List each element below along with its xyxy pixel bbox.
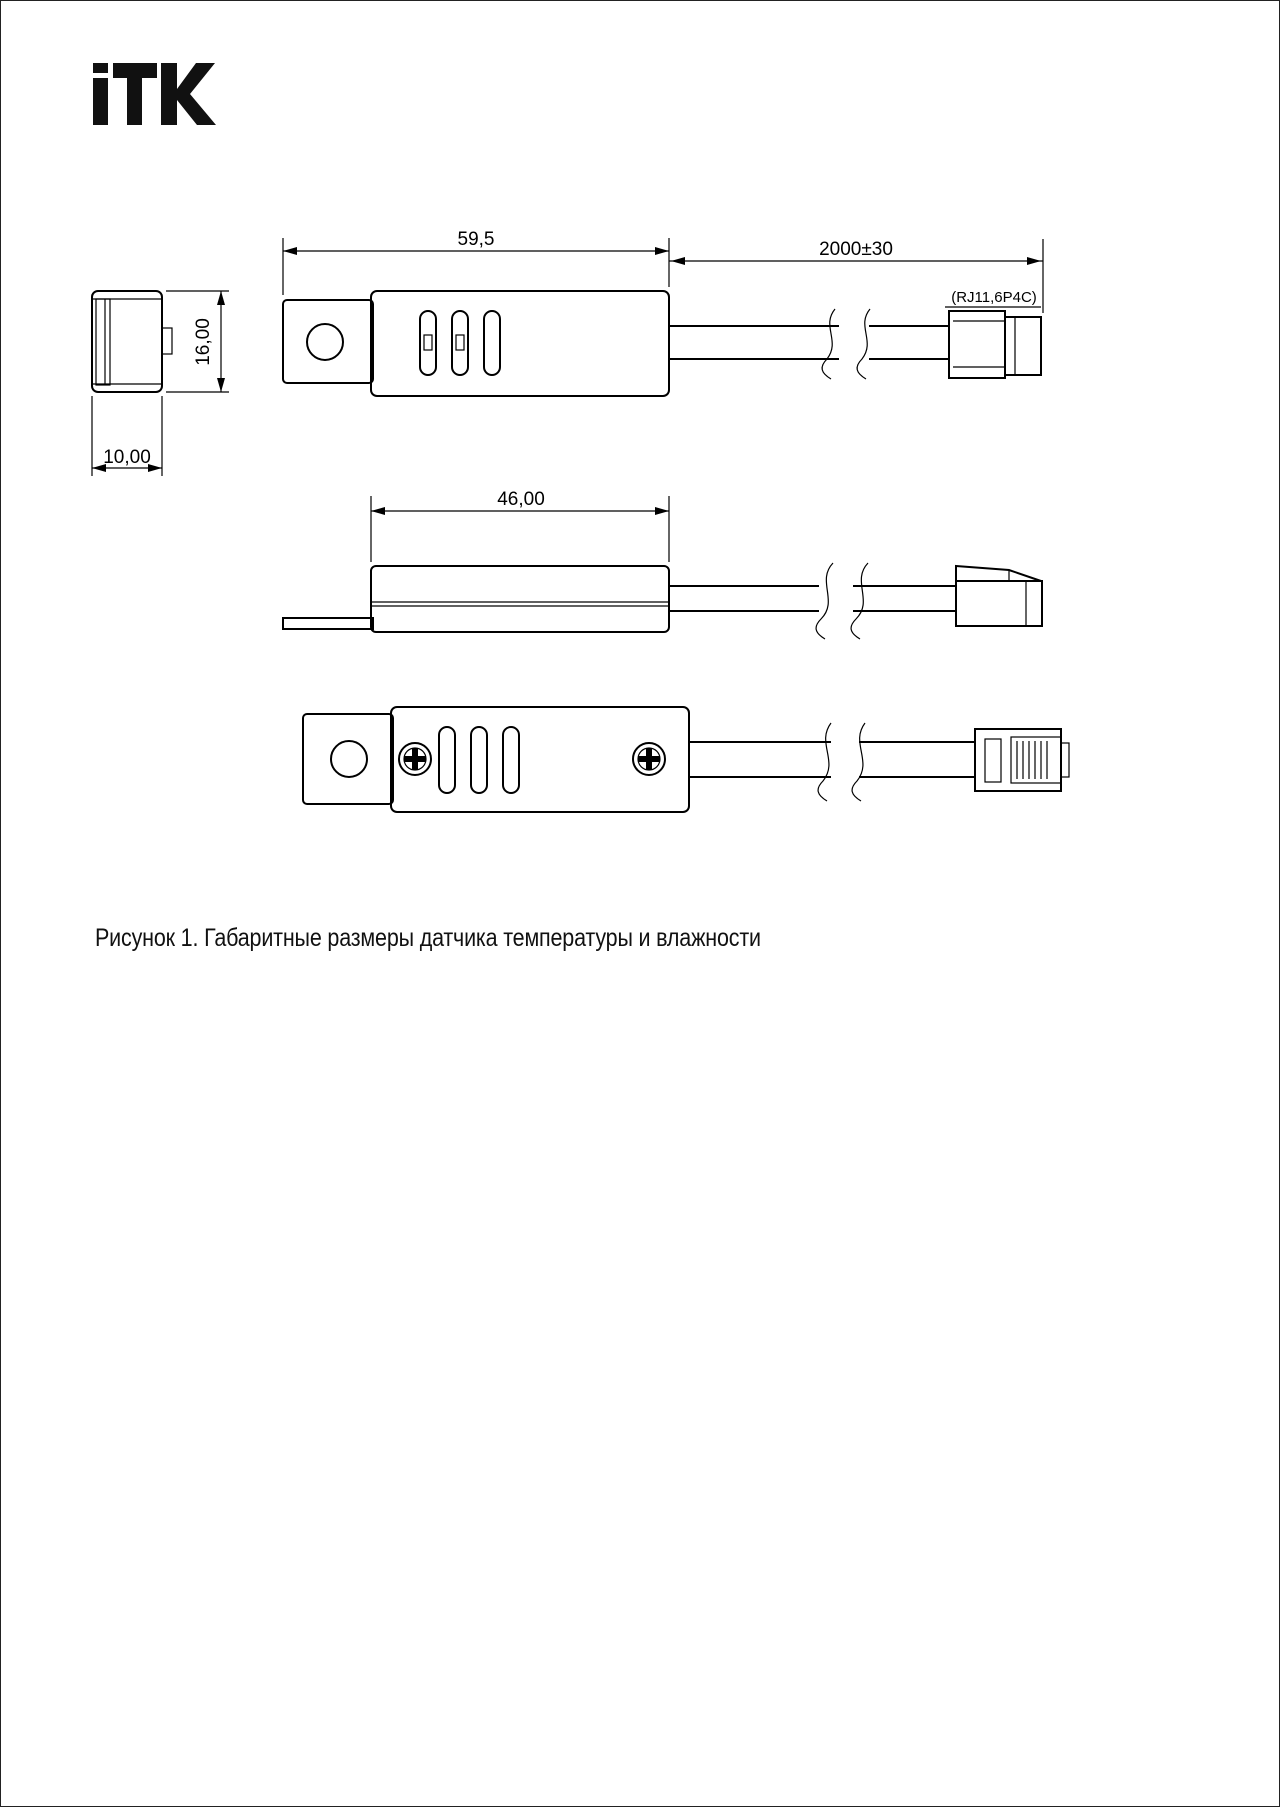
side-length-label: 46,00 — [497, 489, 545, 510]
width-dimension-label: 10,00 — [103, 447, 151, 468]
screw-icon — [399, 743, 431, 775]
height-dimension-label: 16,00 — [193, 318, 214, 366]
screw-icon — [633, 743, 665, 775]
body-length-label: 59,5 — [457, 229, 495, 250]
cable-length-label: 2000±30 — [819, 239, 893, 260]
connector-type-label: (RJ11,6P4C) — [951, 289, 1037, 306]
figure-caption: Рисунок 1. Габаритные размеры датчика температуры и влажности — [95, 924, 761, 952]
side-view — [283, 496, 1042, 639]
top-view — [283, 238, 1043, 396]
technical-drawing — [1, 1, 1279, 1001]
bottom-view — [303, 707, 1069, 812]
